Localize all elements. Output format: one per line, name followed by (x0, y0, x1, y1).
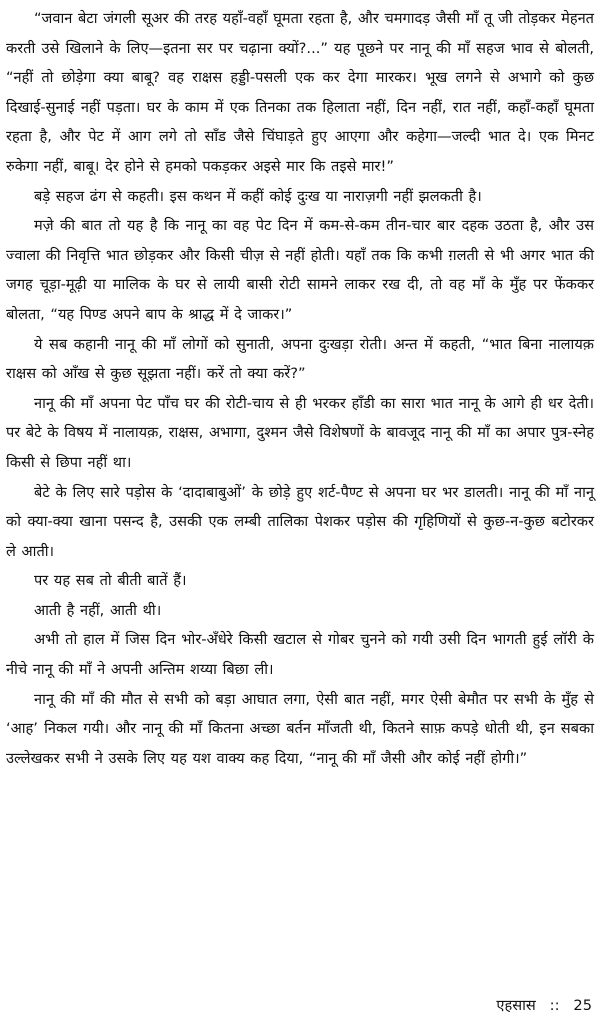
story-text (6, 4, 594, 773)
paragraph: नानू की माँ की मौत से सभी को बड़ा आघात लगा, ऐसी बात नहीं, मगर ऐसी बेमौत पर सभी के मुँह से ‘आह’ निकल गयी। और नानू की माँ कितना अच्छा बर्तन माँजती थी, कितने साफ़ कपड़े धोती थी, इन सबका उल्लेखकर सभी ने उसके लिए यह यश वाक्य कह दिया, “नानू की माँ जैसी और कोई नहीं होगी।” (6, 690, 594, 767)
paragraph: ये सब कहानी नानू की माँ लोगों को सुनाती, अपना दुःखड़ा रोती। अन्त में कहती, “भात बिना नालायक़ राक्षस को आँख से कुछ सूझता नहीं। करें तो क्या करें?” (6, 335, 594, 383)
book-page (6, 4, 594, 1019)
paragraph: मज़े की बात तो यह है कि नानू का वह पेट दिन में कम-से-कम तीन-चार बार दहक उठता है, और उस ज्वाला की निवृत्ति भात छोड़कर और किसी चीज़ से नहीं होती। यहाँ तक कि कभी ग़लती से भी अगर भात की जगह चूड़ा-मूढ़ी या मालिक के घर से लायी बासी रोटी सामने लाकर रख दी, तो वह माँ के मुँह पर फेंककर बोलता, “यह पिण्ड अपने बाप के श्राद्ध में दे जाकर।” (6, 217, 594, 323)
paragraph: बड़े सहज ढंग से कहती। इस कथन में कहीं कोई दुःख या नाराज़गी नहीं झलकती है। (34, 187, 482, 205)
book-title: एहसास (496, 997, 536, 1014)
page-number: 25 (573, 997, 592, 1014)
page-footer (496, 995, 592, 1017)
paragraph: आती है नहीं, आती थी। (34, 601, 162, 619)
paragraph: पर यह सब तो बीती बातें हैं। (34, 572, 187, 590)
paragraph: बेटे के लिए सारे पड़ोस के ‘दादाबाबुओं’ के छोड़े हुए शर्ट-पैण्ट से अपना घर भर डालती। नानू की माँ नानू को क्या-क्या खाना पसन्द है, उसकी एक लम्बी तालिका पेशकर पड़ोस की गृहिणियों से कुछ-न-कुछ बटोरकर ले आती। (6, 483, 594, 560)
paragraph: अभी तो हाल में जिस दिन भोर-अँधेरे किसी खटाल से गोबर चुनने को गयी उसी दिन भागती हुई लॉरी के नीचे नानू की माँ ने अपनी अन्तिम शय्या बिछा ली। (6, 631, 594, 679)
paragraph: नानू की माँ अपना पेट पाँच घर की रोटी-चाय से ही भरकर हाँडी का सारा भात नानू के आगे ही धर देती। पर बेटे के विषय में नालायक़, राक्षस, अभागा, दुश्मन जैसे विशेषणों के बावजूद नानू की माँ का अपार पुत्र-स्नेह किसी से छिपा नहीं था। (6, 394, 594, 471)
paragraph: “जवान बेटा जंगली सूअर की तरह यहाँ-वहाँ घूमता रहता है, और चमगादड़ जैसी माँ तू जी तोड़कर मेहनत करती उसे खिलाने के लिए—इतना सर पर चढ़ाना क्यों?...” यह पूछने पर नानू की माँ सहज भाव से बोलती, “नहीं तो छोड़ेगा क्या बाबू? वह राक्षस हड्डी-पसली एक कर देगा मारकर। भूख लगने से अभागे को कुछ दिखाई-सुनाई नहीं पड़ता। घर के काम में एक तिनका तक हिलाता नहीं, दिन नहीं, रात नहीं, कहाँ-कहाँ घूमता रहता है, और पेट में आग लगे तो साँड जैसे चिंघाड़ते हुए आएगा और कहेगा—जल्दी भात दे। एक मिनट रुकेगा नहीं, बाबू। देर होने से हमको पकड़कर अइसे मार कि तइसे मार!” (6, 10, 594, 175)
footer-separator: :: (549, 997, 560, 1014)
